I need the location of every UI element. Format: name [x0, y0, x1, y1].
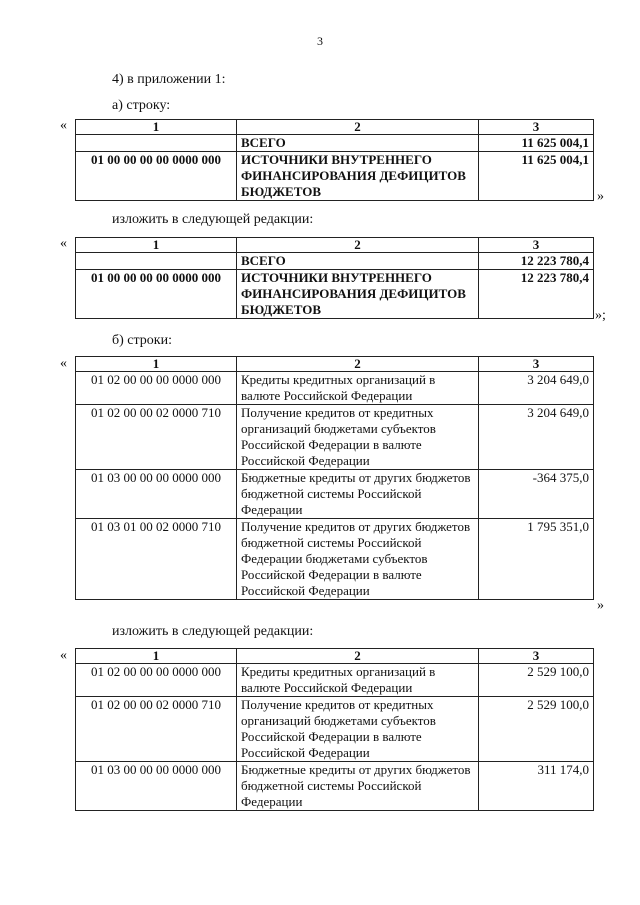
table-row: [76, 519, 594, 600]
open-quote: «: [60, 356, 67, 371]
header-col-3: 3: [479, 357, 594, 372]
row-name: ВСЕГО: [237, 135, 479, 152]
close-quote: »: [597, 189, 604, 204]
header-col-2: 2: [237, 120, 479, 135]
header-col-2: 2: [237, 649, 479, 664]
open-quote: «: [60, 236, 67, 251]
row-code: 01 03 01 00 02 0000 710: [76, 519, 237, 600]
row-name: Бюджетные кредиты от других бюджетов бюджетной системы Российской Федерации: [237, 470, 479, 519]
row-code: 01 02 00 00 02 0000 710: [76, 697, 237, 762]
header-col-2: 2: [237, 238, 479, 253]
page-number: 3: [317, 34, 323, 48]
row-value: 11 625 004,1: [479, 135, 594, 152]
subitem-b-heading: б) строки:: [112, 333, 172, 348]
row-name: Кредиты кредитных организаций в валюте Российской Федерации: [237, 372, 479, 405]
row-value: 3 204 649,0: [479, 405, 594, 470]
row-value: 2 529 100,0: [479, 697, 594, 762]
row-value: 3 204 649,0: [479, 372, 594, 405]
row-value: 12 223 780,4: [479, 253, 594, 270]
table-row: [76, 152, 594, 201]
row-value: 311 174,0: [479, 762, 594, 811]
row-value: 11 625 004,1: [479, 152, 594, 201]
table-header-row: [76, 238, 594, 253]
row-code: [76, 135, 237, 152]
row-code: 01 02 00 00 00 0000 000: [76, 372, 237, 405]
table-row: [76, 253, 594, 270]
table-row: [76, 270, 594, 319]
header-col-1: 1: [76, 238, 237, 253]
row-value: 2 529 100,0: [479, 664, 594, 697]
header-col-3: 3: [479, 649, 594, 664]
row-name: ВСЕГО: [237, 253, 479, 270]
row-name: Получение кредитов от кредитных организаций бюджетами субъектов Российской Федерации в валюте Российской Федерации: [237, 405, 479, 470]
row-code: 01 00 00 00 00 0000 000: [76, 152, 237, 201]
row-value: 12 223 780,4: [479, 270, 594, 319]
row-code: 01 03 00 00 00 0000 000: [76, 470, 237, 519]
row-name: Получение кредитов от других бюджетов бюджетной системы Российской Федерации бюджетами субъектов Российской Федерации в валюте Российской Федерации: [237, 519, 479, 600]
replace-text-2: изложить в следующей редакции:: [112, 624, 314, 639]
table-row: [76, 470, 594, 519]
table-row: [76, 664, 594, 697]
row-value: -364 375,0: [479, 470, 594, 519]
row-code: [76, 253, 237, 270]
table-row: [76, 135, 594, 152]
row-name: Бюджетные кредиты от других бюджетов бюджетной системы Российской Федерации: [237, 762, 479, 811]
row-value: 1 795 351,0: [479, 519, 594, 600]
table-row: [76, 405, 594, 470]
row-code: 01 00 00 00 00 0000 000: [76, 270, 237, 319]
row-code: 01 02 00 00 02 0000 710: [76, 405, 237, 470]
header-col-2: 2: [237, 357, 479, 372]
table-b-old: [75, 356, 594, 600]
open-quote: «: [60, 648, 67, 663]
close-quote: »: [597, 598, 604, 613]
replace-text-1: изложить в следующей редакции:: [112, 212, 314, 227]
open-quote: «: [60, 118, 67, 133]
table-header-row: [76, 649, 594, 664]
row-code: 01 02 00 00 00 0000 000: [76, 664, 237, 697]
item-4-heading: 4) в приложении 1:: [112, 72, 226, 87]
header-col-1: 1: [76, 120, 237, 135]
table-row: [76, 372, 594, 405]
table-header-row: [76, 120, 594, 135]
header-col-3: 3: [479, 120, 594, 135]
table-a-old: [75, 119, 594, 201]
row-name: ИСТОЧНИКИ ВНУТРЕННЕГО ФИНАНСИРОВАНИЯ ДЕФИЦИТОВ БЮДЖЕТОВ: [237, 152, 479, 201]
subitem-a-heading: а) строку:: [112, 98, 171, 113]
header-col-3: 3: [479, 238, 594, 253]
table-a-new: [75, 237, 594, 319]
table-b-new: [75, 648, 594, 811]
header-col-1: 1: [76, 357, 237, 372]
close-quote-semicolon: »;: [595, 308, 606, 323]
table-row: [76, 697, 594, 762]
row-name: Кредиты кредитных организаций в валюте Российской Федерации: [237, 664, 479, 697]
header-col-1: 1: [76, 649, 237, 664]
table-row: [76, 762, 594, 811]
row-name: ИСТОЧНИКИ ВНУТРЕННЕГО ФИНАНСИРОВАНИЯ ДЕФИЦИТОВ БЮДЖЕТОВ: [237, 270, 479, 319]
table-header-row: [76, 357, 594, 372]
row-code: 01 03 00 00 00 0000 000: [76, 762, 237, 811]
row-name: Получение кредитов от кредитных организаций бюджетами субъектов Российской Федерации в валюте Российской Федерации: [237, 697, 479, 762]
